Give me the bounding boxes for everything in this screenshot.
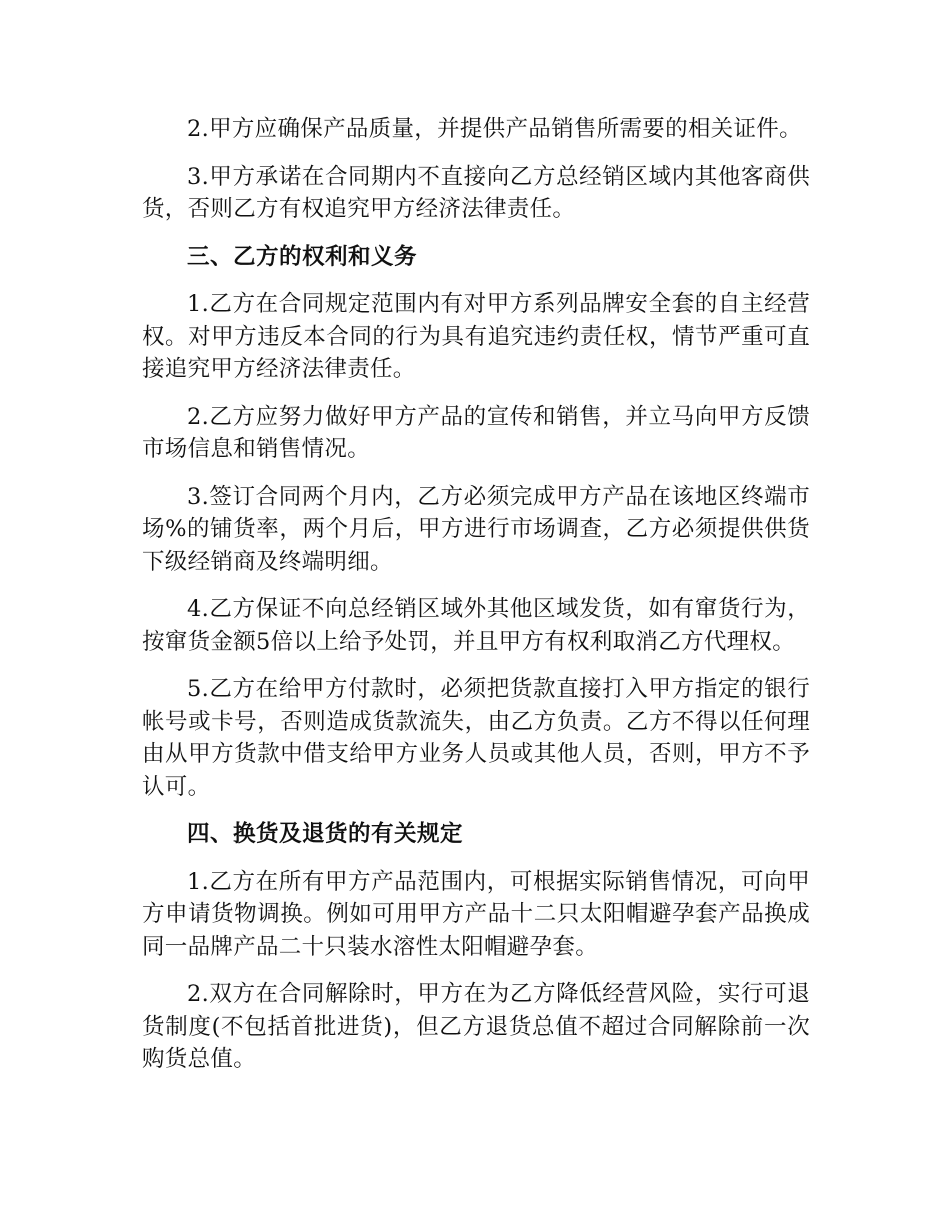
clause-b2: 2.乙方应努力做好甲方产品的宣传和销售，并立马向甲方反馈市场信息和销售情况。 <box>142 403 810 462</box>
clause-a2: 2.甲方应确保产品质量，并提供产品销售所需要的相关证件。 <box>187 116 802 142</box>
clause-b1: 1.乙方在合同规定范围内有对甲方系列品牌安全套的自主经营权。对甲方违反本合同的行为具有追究违约责任权，情节严重可直接追究甲方经济法律责任。 <box>142 291 810 382</box>
section-heading-4: 四、换货及退货的有关规定 <box>187 821 464 847</box>
section-heading-3: 三、乙方的权利和义务 <box>187 243 418 270</box>
clause-b5: 5.乙方在给甲方付款时，必须把货款直接打入甲方指定的银行帐号或卡号，否则造成货款流失，由乙方负责。乙方不得以任何理由从甲方货款中借支给甲方业务人员或其他人员，否则，甲方不予认可。 <box>142 676 810 800</box>
clause-b4: 4.乙方保证不向总经销区域外其他区域发货，如有窜货行为，按窜货金额5倍以上给予处罚，并且甲方有权利取消乙方代理权。 <box>142 596 810 655</box>
document-page <box>142 113 810 1091</box>
clause-c2: 2.双方在合同解除时，甲方在为乙方降低经营风险，实行可退货制度(不包括首批进货)，但乙方退货总值不超过合同解除前一次购货总值。 <box>142 981 810 1072</box>
clause-c1: 1.乙方在所有甲方产品范围内，可根据实际销售情况，可向甲方申请货物调换。例如可用甲方产品十二只太阳帽避孕套产品换成同一品牌产品二十只装水溶性太阳帽避孕套。 <box>142 868 810 960</box>
clause-a3: 3.甲方承诺在合同期内不直接向乙方总经销区域内其他客商供货，否则乙方有权追究甲方经济法律责任。 <box>142 163 810 222</box>
clause-b3: 3.签订合同两个月内，乙方必须完成甲方产品在该地区终端市场%的铺货率，两个月后，甲方进行市场调查，乙方必须提供供货下级经销商及终端明细。 <box>142 483 810 575</box>
